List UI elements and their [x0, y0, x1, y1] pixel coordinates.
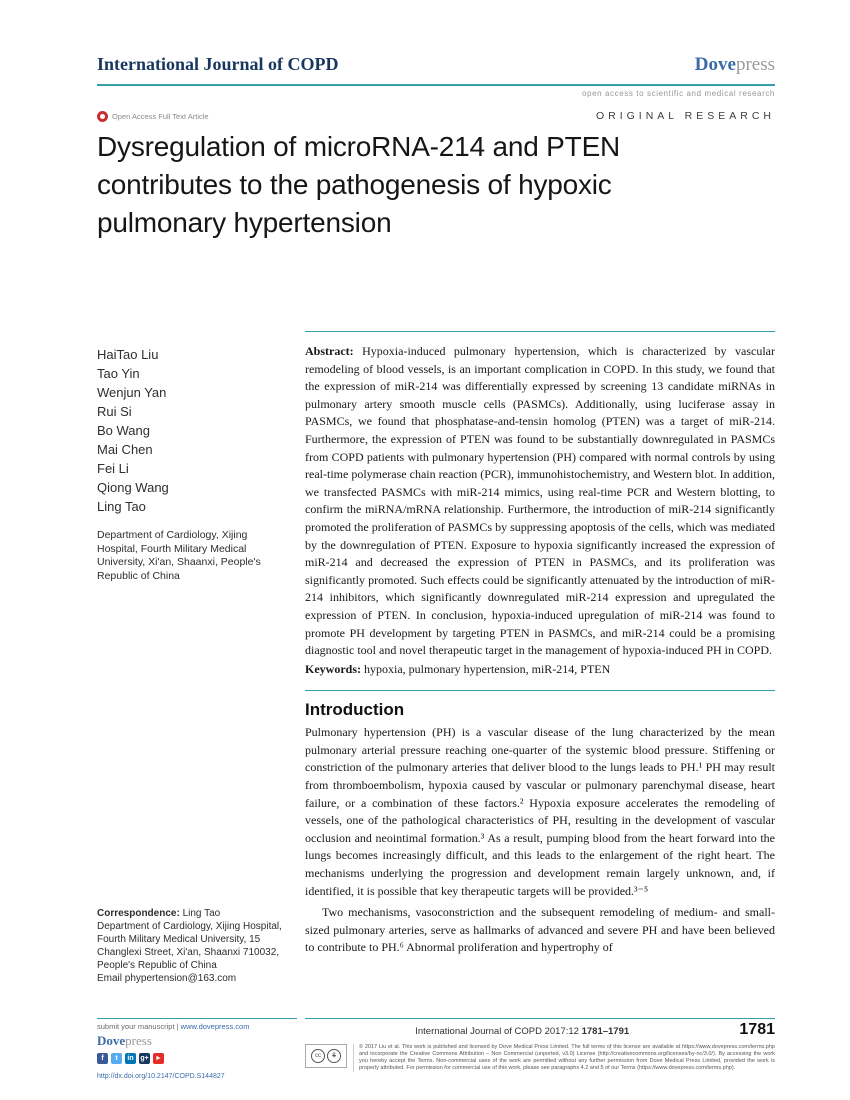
cc-license-icon: [305, 1044, 347, 1068]
doi-link[interactable]: http://dx.doi.org/10.2147/COPD.S144827: [97, 1073, 225, 1080]
article-title: Dysregulation of microRNA-214 and PTEN contributes to the pathogenesis of hypoxic pulmonary hypertension: [97, 131, 621, 238]
abstract-text: Hypoxia-induced pulmonary hypertension, which is characterized by vascular remodeling of blood vessels, is an important complication in COPD. In this study, we found that the expression of miR-214 was differentially expressed by screening 13 candidate miRNAs in pulmonary artery smooth muscle cells (PASMCs). Additionally, using luciferase assay in PASMCs, we found that phosphatase-and-tensin homolog (PTEN) was a target of miR-214. Furthermore, the expression of PTEN was found to be substantially downregulated in PASMCs from COPD patients with pulmonary hypertension (PH) compared with normal controls by using real-time polymerase chain reaction (PCR), immunohistochemistry, and Western blot. In addition, we transfected PASMCs with miR-214 mimics, using real-time PCR and Western blotting, to confirm the miRNA/mRNA relationship. Furthermore, the introduction of miR-214 significantly promoted the proliferation of PASMCs by suppressing apoptosis of the cells, which was mediated by the downregulation of PTEN. Exposure to hypoxia significantly increased the expression of miR-214 and decreased the expression of PTEN in PASMCs, and its proliferation was significantly promoted. Such effects could be significantly attenuated by the introduction of miR-214 inhibitors, which significantly downregulated miR-214 expression and upregulated the expression of PTEN. In conclusion, hypoxia-induced upregulation of miR-214 was found to promote PH development by targeting PTEN in PASMCs, and miR-214 could be a promising diagnostic tool and novel therapeutic target in the management of hypoxia-induced PH in COPD.: [305, 344, 775, 658]
affiliation: Department of Cardiology, Xijing Hospital, Fourth Military Medical University, Xi'an, Shaanxi, People's Republic of China: [97, 529, 261, 582]
correspondence-label: Correspondence:: [97, 908, 180, 919]
footer-left: [97, 1018, 297, 1080]
social-icons: [97, 1053, 297, 1064]
author-column: [97, 345, 297, 1005]
footer-right: [305, 1018, 775, 1072]
keywords-line: [305, 661, 775, 679]
intro-paragraph-2: Two mechanisms, vasoconstriction and the subsequent remodeling of medium- and small-sized pulmonary arteries, serve as hallmarks of advanced and severe PH and have been believed to contribute to PH.⁶ Abnormal proliferation and hypertrophy of: [305, 905, 775, 955]
citation-journal: International Journal of COPD 2017:12: [415, 1026, 579, 1037]
section-divider: [305, 690, 775, 691]
open-access-badge[interactable]: [97, 111, 209, 122]
submit-line: [97, 1022, 297, 1031]
publisher-logo-dove: Dove: [694, 54, 736, 75]
correspondence-email-link[interactable]: Email phypertension@163.com: [97, 973, 237, 984]
author-name: Wenjun Yan: [97, 385, 167, 400]
citation-pages: 1781–1791: [581, 1026, 630, 1037]
author-name: Ling Tao: [97, 499, 146, 514]
correspondence-name-line: [97, 907, 285, 920]
dovepress-footer-logo-dove: Dove: [97, 1033, 126, 1048]
header-divider: [97, 84, 775, 86]
author-name: Qiong Wang: [97, 480, 169, 495]
facebook-icon[interactable]: f: [97, 1053, 108, 1064]
page-number: 1781: [739, 1021, 775, 1038]
author-name: Rui Si: [97, 404, 132, 419]
youtube-icon[interactable]: ►: [153, 1053, 164, 1064]
open-access-label: Open Access Full Text Article: [112, 111, 209, 121]
citation: [305, 1026, 739, 1037]
main-text-column: [305, 331, 775, 1009]
article-type-label: ORIGINAL RESEARCH: [595, 110, 775, 122]
googleplus-icon[interactable]: g+: [140, 1055, 149, 1062]
open-access-icon: [97, 111, 108, 122]
keywords-text: hypoxia, pulmonary hypertension, miR-214, PTEN: [364, 661, 611, 676]
author-name: Mai Chen: [97, 442, 153, 457]
journal-title: International Journal of COPD: [97, 54, 339, 74]
twitter-icon[interactable]: t: [111, 1053, 122, 1064]
correspondence-block: [97, 907, 285, 985]
publisher-logo[interactable]: [695, 54, 775, 76]
dovepress-footer-logo-press: press: [125, 1033, 152, 1048]
publisher-tagline: open access to scientific and medical research: [581, 89, 775, 98]
submit-separator: |: [176, 1022, 179, 1031]
author-name: Tao Yin: [97, 366, 140, 381]
abstract: [305, 331, 775, 660]
author-name: HaiTao Liu: [97, 347, 159, 362]
page-header: [97, 54, 775, 76]
abstract-label: Abstract:: [305, 344, 354, 358]
license-row: [305, 1044, 775, 1072]
publisher-logo-press: press: [735, 54, 775, 75]
author-name: Bo Wang: [97, 423, 150, 438]
license-text: © 2017 Liu et al. This work is published and licensed by Dove Medical Press Limited. The full terms of this license are available at https://www.dovepress.com/terms.php and incorporate the Creative Commons Attribution – Non Commercial (unported, v3.0) License (http://creativecommons.org/licenses/by-nc/3.0/). By accessing the work you hereby accept the Terms. Non-commercial uses of the work are permitted without any further permission from Dove Medical Press Limited, provided the work is properly attributed. For permission for commercial use of this work, please see paragraphs 4.2 and 5 of our Terms (https://www.dovepress.com/terms.php).: [353, 1044, 775, 1072]
dovepress-footer-logo[interactable]: [97, 1033, 297, 1049]
keywords-label: Keywords:: [305, 661, 361, 676]
nc-icon: $: [327, 1049, 341, 1063]
badge-row: [97, 110, 775, 122]
introduction-heading: Introduction: [305, 700, 405, 720]
cc-icon: cc: [311, 1049, 325, 1063]
footer-left-divider: [97, 1018, 297, 1019]
correspondence-address: Department of Cardiology, Xijing Hospital, Fourth Military Medical University, 15 Changlexi Street, Xi'an, Shaanxi 710032, People's Republic of China: [97, 921, 282, 971]
submit-manuscript-link[interactable]: submit your manuscript: [97, 1022, 175, 1031]
linkedin-icon[interactable]: in: [125, 1053, 136, 1064]
dovepress-url-link[interactable]: www.dovepress.com: [180, 1022, 250, 1031]
citation-row: [305, 1019, 775, 1039]
correspondence-name: Ling Tao: [182, 908, 221, 919]
intro-paragraph-1: Pulmonary hypertension (PH) is a vascular disease of the lung characterized by the mean pulmonary arterial pressure reaching one-quarter of the systemic blood pressure. Stiffening or constriction of the pulmonary arteries that deliver blood to the lungs leads to PH.¹ PH may result from thromboembolism, hypoxia caused by vascular or pulmonary parenchymal disease, heart failure, or a combination of these factors.² Hypoxia exposure accelerates the remodeling of vessels, one of the pathological characteristics of PH, resulting in the development of vascular occlusion and neointimal formation.³ As a result, pumping blood from the heart forward into the lungs becomes increasingly difficult, and this leads to the enlargement of the right heart. The mechanisms underlying the progression and development remain largely unknown, and, if identified, it is possible that key therapeutic targets will be provided.³⁻⁵: [305, 725, 775, 898]
author-name: Fei Li: [97, 461, 129, 476]
